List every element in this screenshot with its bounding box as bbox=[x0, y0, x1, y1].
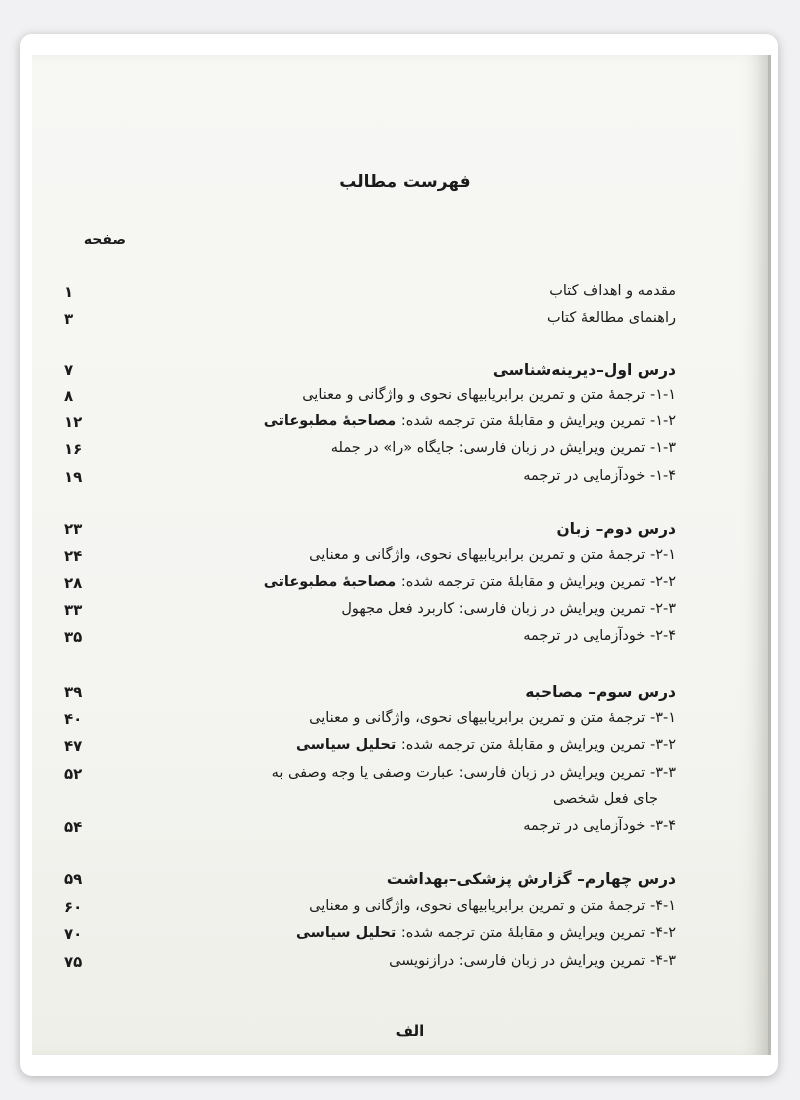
entry-title: ۲-۱- ترجمهٔ متن و تمرین برابریابیهای نحوی، واژگانی و معنایی bbox=[309, 547, 676, 563]
entry-page: ۵۲ bbox=[64, 765, 83, 783]
entry-title: ۳-۲- تمرین ویرایش و مقابلهٔ متن ترجمه شده: تحلیل سیاسی bbox=[296, 737, 676, 753]
toc-entry-guide bbox=[64, 310, 676, 338]
entry-title: ۲-۲- تمرین ویرایش و مقابلهٔ متن ترجمه شده: مصاحبهٔ مطبوعاتی bbox=[263, 574, 676, 590]
entry-page: ۵۹ bbox=[64, 870, 83, 888]
toc-entry-intro bbox=[64, 283, 676, 311]
toc-entry bbox=[64, 547, 676, 575]
entry-page: ۳۳ bbox=[64, 601, 83, 619]
lesson-title: درس اول–دیرینه‌شناسی bbox=[492, 361, 676, 379]
entry-title: ۳-۴- خودآزمایی در ترجمه bbox=[523, 818, 676, 834]
page-title: فهرست مطالب bbox=[339, 172, 471, 192]
entry-page: ۳۵ bbox=[64, 628, 83, 646]
toc-entry bbox=[64, 953, 676, 981]
entry-title: ۳-۱- ترجمهٔ متن و تمرین برابریابیهای نحوی، واژگانی و معنایی bbox=[309, 710, 676, 726]
lesson-heading-3 bbox=[64, 683, 676, 711]
toc-entry bbox=[64, 737, 676, 765]
entry-title: راهنمای مطالعهٔ کتاب bbox=[546, 310, 676, 326]
entry-title: ۴-۱- ترجمهٔ متن و تمرین برابریابیهای نحوی، واژگانی و معنایی bbox=[309, 898, 676, 914]
entry-title: ۴-۲- تمرین ویرایش و مقابلهٔ متن ترجمه شده: تحلیل سیاسی bbox=[296, 925, 676, 941]
entry-page: ۸ bbox=[64, 387, 74, 405]
entry-bold-topic: تحلیل سیاسی bbox=[296, 737, 397, 753]
lesson-heading-4 bbox=[64, 870, 676, 898]
entry-title: ۱-۳- تمرین ویرایش در زبان فارسی: جایگاه «را» در جمله bbox=[330, 440, 676, 456]
toc-entry bbox=[64, 818, 676, 846]
entry-title: جای فعل شخصی bbox=[552, 791, 658, 807]
entry-page: ۱ bbox=[64, 283, 74, 301]
toc-entry bbox=[64, 387, 676, 415]
entry-title: ۳-۳- تمرین ویرایش در زبان فارسی: عبارت وصفی یا وجه وصفی به bbox=[271, 765, 676, 781]
toc-entry bbox=[64, 413, 676, 441]
entry-title: ۲-۳- تمرین ویرایش در زبان فارسی: کاربرد فعل مجهول bbox=[341, 601, 676, 617]
entry-page: ۳۹ bbox=[64, 683, 83, 701]
entry-page: ۶۰ bbox=[64, 898, 83, 916]
page-column-label: صفحه bbox=[83, 232, 126, 248]
entry-title: ۱-۱- ترجمهٔ متن و تمرین برابریابیهای نحوی و واژگانی و معنایی bbox=[302, 387, 676, 403]
entry-title: ۴-۳- تمرین ویرایش در زبان فارسی: درازنویسی bbox=[389, 953, 676, 969]
entry-page: ۲۳ bbox=[64, 520, 83, 538]
lesson-heading-1 bbox=[64, 361, 676, 389]
entry-title: ۱-۴- خودآزمایی در ترجمه bbox=[523, 468, 676, 484]
entry-page: ۲۸ bbox=[64, 574, 83, 592]
toc-entry bbox=[64, 765, 676, 793]
lesson-title: درس دوم– زبان bbox=[556, 520, 676, 538]
entry-page: ۵۴ bbox=[64, 818, 83, 836]
entry-title: ۲-۴- خودآزمایی در ترجمه bbox=[523, 628, 676, 644]
entry-page: ۴۷ bbox=[64, 737, 83, 755]
toc-entry bbox=[64, 710, 676, 738]
toc-entry bbox=[64, 468, 676, 496]
entry-bold-topic: مصاحبهٔ مطبوعاتی bbox=[263, 574, 397, 590]
entry-page: ۱۲ bbox=[64, 413, 83, 431]
toc-entry bbox=[64, 440, 676, 468]
toc-entry bbox=[64, 601, 676, 629]
entry-page: ۴۰ bbox=[64, 710, 83, 728]
lesson-heading-2 bbox=[64, 520, 676, 548]
entry-page: ۷۰ bbox=[64, 925, 83, 943]
toc-entry bbox=[64, 925, 676, 953]
entry-title: مقدمه و اهداف کتاب bbox=[549, 283, 676, 299]
entry-bold-topic: مصاحبهٔ مطبوعاتی bbox=[263, 413, 397, 429]
entry-page: ۲۴ bbox=[64, 547, 83, 565]
page-number-footer: الف bbox=[395, 1022, 425, 1040]
entry-page: ۷۵ bbox=[64, 953, 83, 971]
toc-entry bbox=[64, 898, 676, 926]
entry-page: ۳ bbox=[64, 310, 74, 328]
entry-page: ۷ bbox=[64, 361, 74, 379]
entry-page: ۱۹ bbox=[64, 468, 83, 486]
entry-page: ۱۶ bbox=[64, 440, 83, 458]
toc-entry bbox=[64, 628, 676, 656]
toc-entry-continuation bbox=[96, 791, 676, 819]
lesson-title: درس سوم– مصاحبه bbox=[525, 683, 676, 701]
entry-title: ۱-۲- تمرین ویرایش و مقابلهٔ متن ترجمه شده: مصاحبهٔ مطبوعاتی bbox=[263, 413, 676, 429]
entry-bold-topic: تحلیل سیاسی bbox=[296, 925, 397, 941]
toc-entry bbox=[64, 574, 676, 602]
lesson-title: درس چهارم– گزارش پزشکی–بهداشت bbox=[386, 870, 676, 888]
